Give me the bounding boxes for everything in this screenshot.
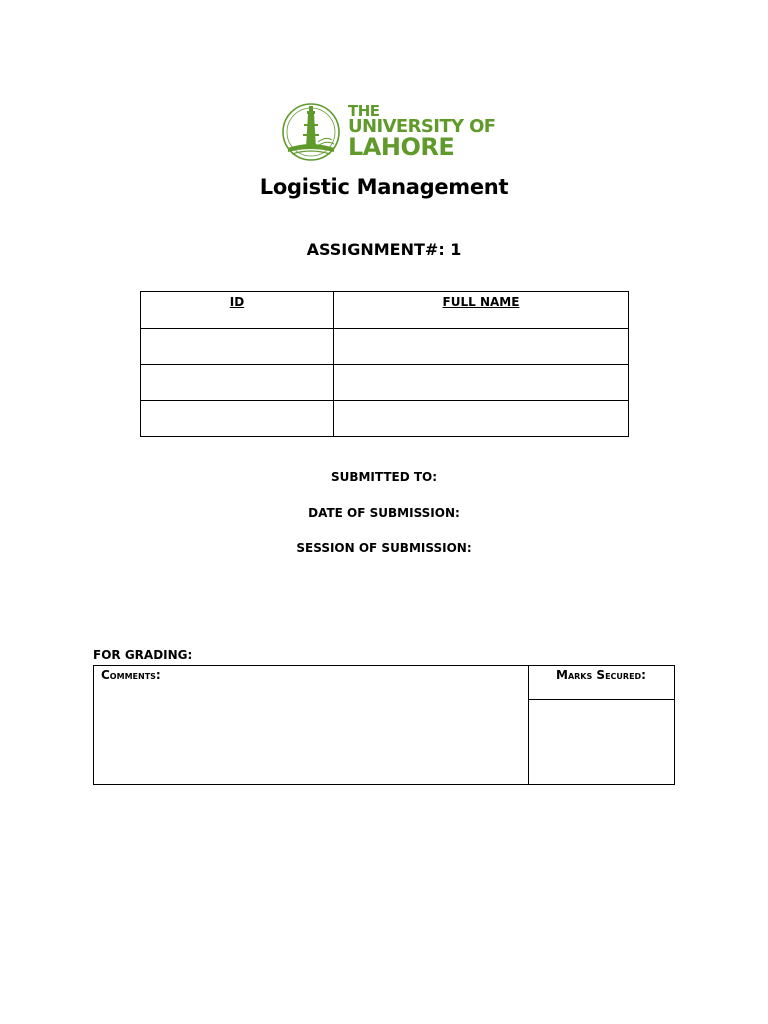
logo-line-university: UNIVERSITY OF	[348, 116, 496, 137]
id-cell[interactable]	[141, 401, 334, 437]
date-of-submission-label: DATE OF SUBMISSION:	[308, 506, 460, 520]
document-title: Logistic Management	[259, 175, 509, 199]
student-table	[140, 291, 629, 437]
full-name-cell[interactable]	[334, 365, 629, 401]
id-cell[interactable]	[141, 329, 334, 365]
student-table-header	[141, 292, 629, 329]
id-header: ID	[141, 292, 334, 329]
full-name-header: FULL NAME	[334, 292, 629, 329]
table-row	[141, 365, 629, 401]
for-grading-label: FOR GRADING:	[93, 648, 193, 662]
full-name-cell[interactable]	[334, 329, 629, 365]
marks-secured-label: Marks Secured:	[556, 668, 646, 682]
logo-line-lahore: LAHORE	[348, 133, 455, 161]
comments-label: Comments:	[101, 668, 161, 682]
session-of-submission-label: SESSION OF SUBMISSION:	[296, 541, 472, 555]
full-name-cell[interactable]	[334, 401, 629, 437]
grading-table	[93, 665, 675, 785]
assignment-number: ASSIGNMENT#: 1	[306, 240, 462, 259]
comments-cell[interactable]	[94, 666, 529, 784]
university-logo	[278, 100, 496, 164]
table-row	[141, 329, 629, 365]
id-cell[interactable]	[141, 365, 334, 401]
logo-line-the: THE	[348, 102, 380, 120]
submitted-to-label: SUBMITTED TO:	[330, 470, 438, 484]
table-row	[141, 401, 629, 437]
minar-emblem-icon	[278, 102, 344, 162]
marks-secured-header	[528, 666, 674, 700]
